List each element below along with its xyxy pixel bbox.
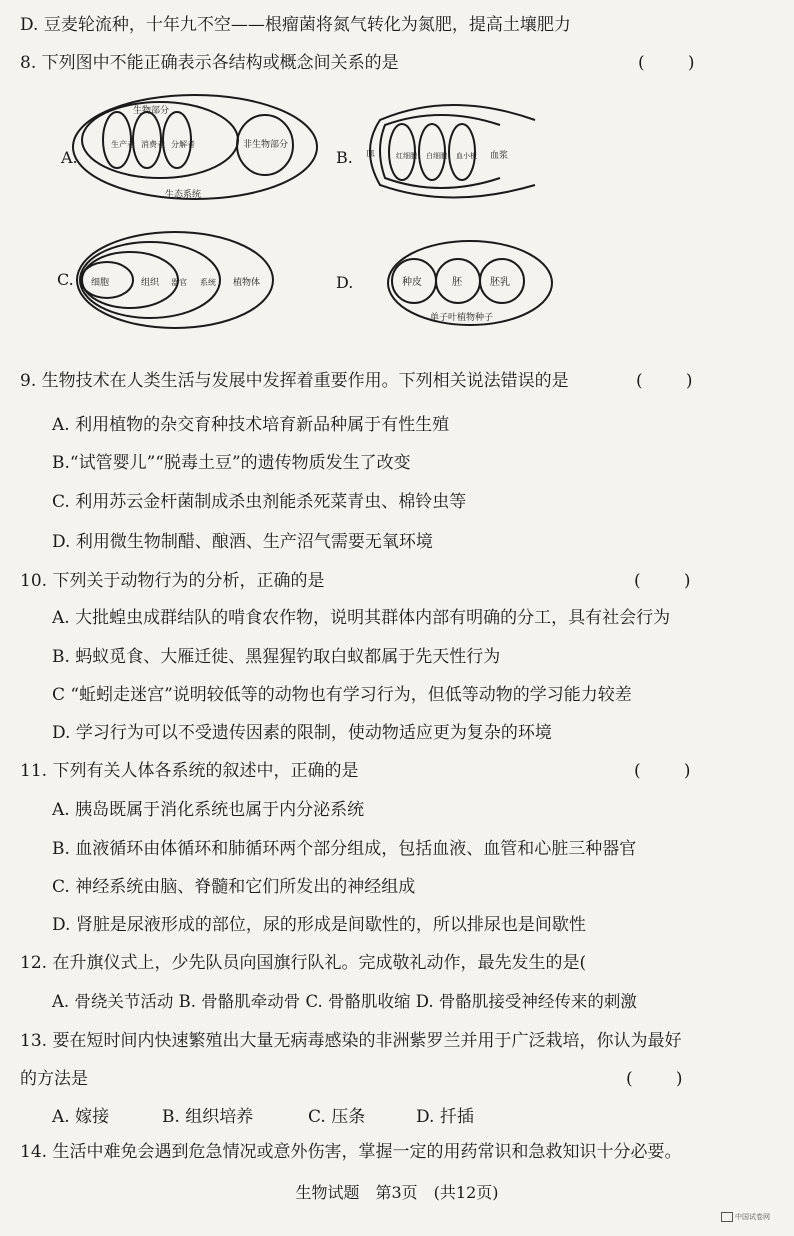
q11-option-c[interactable]: C. 神经系统由脑、脊髓和它们所发出的神经组成 bbox=[52, 877, 416, 897]
diagram-c-label-plant: 植物体 bbox=[233, 278, 261, 288]
watermark bbox=[721, 1212, 770, 1222]
q10-option-b[interactable]: B. 蚂蚁觅食、大雁迁徙、黑猩猩钓取白蚁都属于先天性行为 bbox=[52, 647, 501, 667]
diagram-a-label-abiotic: 非生物部分 bbox=[243, 140, 289, 150]
diagram-b-label-blood: 血 bbox=[366, 149, 376, 159]
diagram-a-letter: A. bbox=[61, 148, 78, 167]
q14-stem: 14. 生活中难免会遇到危急情况或意外伤害，掌握一定的用药常识和急救知识十分必要。 bbox=[20, 1142, 682, 1162]
diagram-b-label-plasma: 血浆 bbox=[490, 151, 509, 161]
q13-stem-cont: 的方法是 bbox=[20, 1069, 88, 1089]
q11-answer-bracket[interactable]: ( ) bbox=[634, 761, 691, 781]
page-footer: 生物试题 第3页 (共12页) bbox=[295, 1183, 499, 1202]
q13-option-d[interactable]: D. 扦插 bbox=[416, 1107, 474, 1127]
q8-answer-bracket[interactable]: ( ) bbox=[638, 53, 695, 73]
q7-option-d: D. 豆麦轮流种，十年九不空——根瘤菌将氮气转化为氮肥，提高土壤肥力 bbox=[20, 15, 571, 35]
watermark-text: 中国试卷网 bbox=[735, 1213, 770, 1221]
diagram-d-label-monocot: 单子叶植物种子 bbox=[430, 313, 494, 323]
diagram-a-svg bbox=[55, 85, 325, 210]
diagram-a-label-producer: 生产者 bbox=[111, 140, 135, 149]
q9-option-b[interactable]: B.“试管婴儿”“脱毒土豆”的遗传物质发生了改变 bbox=[52, 453, 411, 473]
q9-answer-bracket[interactable]: ( ) bbox=[636, 371, 693, 391]
q10-option-c[interactable]: C “蚯蚓走迷宫”说明较低等的动物也有学习行为，但低等动物的学习能力较差 bbox=[52, 685, 632, 705]
diagram-b-label-wbc: 白细胞 bbox=[426, 152, 447, 160]
q9-option-d[interactable]: D. 利用微生物制醋、酿酒、生产沼气需要无氧环境 bbox=[52, 532, 433, 552]
q10-answer-bracket[interactable]: ( ) bbox=[634, 571, 691, 591]
q8-diagram-a bbox=[55, 85, 325, 214]
diagram-a-label-ecosystem: 生态系统 bbox=[165, 190, 202, 200]
watermark-logo-icon bbox=[721, 1212, 733, 1222]
q13-option-b[interactable]: B. 组织培养 bbox=[162, 1107, 254, 1127]
q13-stem: 13. 要在短时间内快速繁殖出大量无病毒感染的非洲紫罗兰并用于广泛栽培，你认为最好 bbox=[20, 1031, 682, 1051]
q13-option-c[interactable]: C. 压条 bbox=[308, 1107, 366, 1127]
q8-diagram-d bbox=[330, 238, 560, 342]
diagram-a-label-bio: 生物部分 bbox=[133, 106, 170, 116]
q12-stem: 12. 在升旗仪式上，少先队员向国旗行队礼。完成敬礼动作，最先发生的是( bbox=[20, 953, 587, 973]
diagram-a-label-consumer: 消费者 bbox=[141, 140, 165, 149]
q11-option-d[interactable]: D. 肾脏是尿液形成的部位，尿的形成是间歇性的，所以排尿也是间歇性 bbox=[52, 915, 586, 935]
q9-stem: 9. 生物技术在人类生活与发展中发挥着重要作用。下列相关说法错误的是 bbox=[20, 371, 569, 391]
q13-option-a[interactable]: A. 嫁接 bbox=[52, 1107, 110, 1127]
diagram-a-label-decomposer: 分解者 bbox=[171, 140, 195, 149]
diagram-c-label-cell: 细胞 bbox=[91, 278, 110, 288]
q13-answer-bracket[interactable]: ( ) bbox=[626, 1069, 683, 1089]
q11-option-a[interactable]: A. 胰岛既属于消化系统也属于内分泌系统 bbox=[52, 800, 365, 820]
q9-option-a[interactable]: A. 利用植物的杂交育种技术培育新品种属于有性生殖 bbox=[52, 415, 450, 435]
diagram-d-label-endosperm: 胚乳 bbox=[490, 277, 510, 288]
q10-option-a[interactable]: A. 大批蝗虫成群结队的啃食农作物，说明其群体内部有明确的分工，具有社会行为 bbox=[52, 608, 671, 628]
q9-option-c[interactable]: C. 利用苏云金杆菌制成杀虫剂能杀死菜青虫、棉铃虫等 bbox=[52, 492, 467, 512]
q8-stem: 8. 下列图中不能正确表示各结构或概念间关系的是 bbox=[20, 53, 399, 73]
diagram-d-label-embryo: 胚 bbox=[452, 277, 462, 288]
diagram-c-svg bbox=[55, 225, 280, 335]
q8-diagram-b bbox=[330, 100, 560, 209]
diagram-d-letter: D. bbox=[336, 273, 354, 292]
q10-option-d[interactable]: D. 学习行为可以不受遗传因素的限制，使动物适应更为复杂的环境 bbox=[52, 723, 552, 743]
q11-option-b[interactable]: B. 血液循环由体循环和肺循环两个部分组成，包括血液、血管和心脏三种器官 bbox=[52, 839, 637, 859]
diagram-d-label-seedcoat: 种皮 bbox=[402, 277, 422, 288]
diagram-b-svg bbox=[330, 100, 560, 205]
diagram-c-letter: C. bbox=[57, 270, 74, 289]
q10-stem: 10. 下列关于动物行为的分析，正确的是 bbox=[20, 571, 325, 591]
diagram-c-label-system: 系统 bbox=[200, 278, 216, 287]
q8-diagram-c bbox=[55, 225, 280, 339]
q11-stem: 11. 下列有关人体各系统的叙述中，正确的是 bbox=[20, 761, 359, 781]
q12-options[interactable]: A. 骨绕关节活动 B. 骨骼肌牵动骨 C. 骨骼肌收缩 D. 骨骼肌接受神经传来的刺激 bbox=[52, 992, 637, 1011]
diagram-b-label-rbc: 红细胞 bbox=[396, 152, 417, 160]
diagram-b-label-platelet: 血小板 bbox=[456, 152, 477, 160]
diagram-c-label-organ: 器官 bbox=[171, 278, 187, 287]
diagram-b-letter: B. bbox=[336, 148, 353, 167]
diagram-d-svg bbox=[330, 238, 560, 338]
diagram-c-label-tissue: 组织 bbox=[141, 278, 160, 288]
